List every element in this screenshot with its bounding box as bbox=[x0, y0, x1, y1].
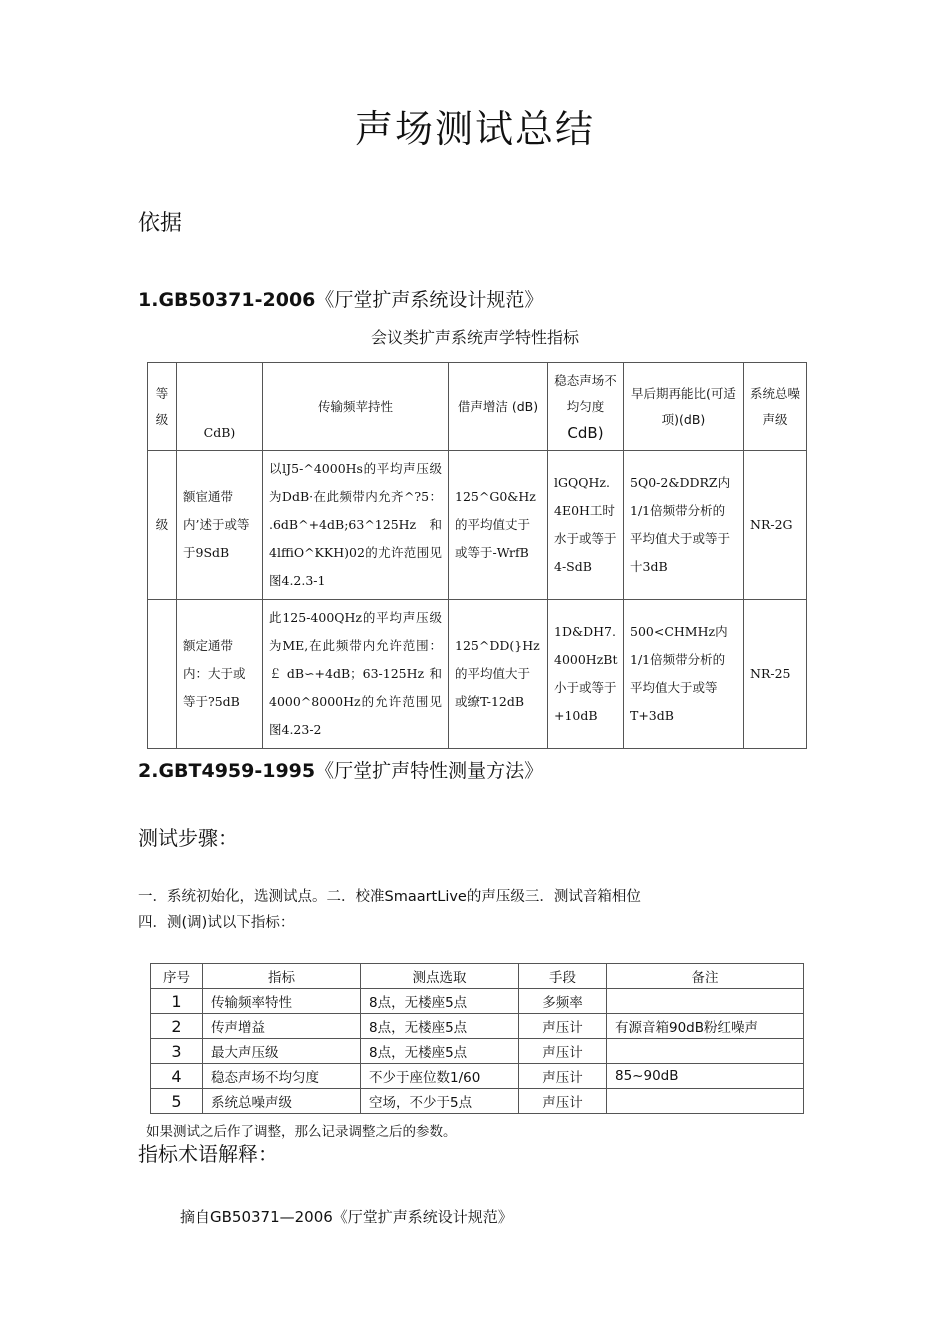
standard-2-code: 2.GBT4959-1995 bbox=[138, 760, 316, 782]
row2-grade bbox=[148, 600, 177, 749]
index-cell: 1 bbox=[151, 989, 203, 1014]
table-row bbox=[151, 1064, 804, 1089]
header-gain: 借声增洁 (dB) bbox=[449, 363, 548, 451]
remarks-cell: 有源音箱90dB粉红噪声 bbox=[607, 1014, 804, 1039]
basis-heading: 依据 bbox=[138, 211, 183, 236]
header-grade: 等级 bbox=[148, 363, 177, 451]
row2-ratio: 500<CHMHz内1/1倍频带分析的平均值大于或等T+3dB bbox=[624, 600, 744, 749]
points-cell: 不少于座位数1/60 bbox=[361, 1064, 519, 1089]
metric-cell: 最大声压级 bbox=[203, 1039, 361, 1064]
points-cell: 8点，无楼座5点 bbox=[361, 1039, 519, 1064]
excerpt-source: 摘自GB50371—2006《厅堂扩声系统设计规范》 bbox=[180, 1208, 513, 1226]
method-cell: 声压计 bbox=[519, 1064, 607, 1089]
table-1-header-row bbox=[148, 363, 807, 451]
method-cell: 多频率 bbox=[519, 989, 607, 1014]
row2-freq: 此125-400QHz的平均声压级为ME,在此频带内允许范围：￡dB∽+4dB；63-125Hz和4000^8000Hz的允许范围见图4.23-2 bbox=[263, 600, 449, 749]
standard-1-heading bbox=[138, 285, 543, 312]
header-uniformity bbox=[548, 363, 624, 451]
row1-gain: 125^G0&Hz的平均值丈于或等于-WrfB bbox=[449, 451, 548, 600]
header-uniformity-label: 稳态声场不均匀度 bbox=[554, 372, 617, 414]
header-noise: 系统总噪声级 bbox=[744, 363, 807, 451]
index-cell: 5 bbox=[151, 1089, 203, 1114]
page-title: 声场测试总结 bbox=[354, 107, 595, 151]
row1-uniformity: lGQQHz. 4E0H工时水于或等于4-SdB bbox=[548, 451, 624, 600]
table-row bbox=[151, 1014, 804, 1039]
index-cell: 4 bbox=[151, 1064, 203, 1089]
adjustment-note: 如果测试之后作了调整，那么记录调整之后的参数。 bbox=[146, 1124, 457, 1140]
table-row bbox=[151, 1039, 804, 1064]
table-row bbox=[148, 600, 807, 749]
steps-line-2: 四．测(调)试以下指标： bbox=[138, 915, 295, 931]
row2-uniformity: 1D&DH7. 4000HzBt小于或等于+10dB bbox=[548, 600, 624, 749]
header-method: 手段 bbox=[519, 964, 607, 989]
terms-heading: 指标术语解释： bbox=[138, 1142, 278, 1166]
row1-grade: 级 bbox=[148, 451, 177, 600]
row1-ratio: 5Q0-2&DDRZ内1/1倍频带分析的平均值犬于或等于十3dB bbox=[624, 451, 744, 600]
method-cell: 声压计 bbox=[519, 1039, 607, 1064]
metric-cell: 传输频率特性 bbox=[203, 989, 361, 1014]
remarks-cell bbox=[607, 1039, 804, 1064]
header-index: 序号 bbox=[151, 964, 203, 989]
row1-noise: NR-2G bbox=[744, 451, 807, 600]
table-row bbox=[151, 1089, 804, 1114]
metric-cell: 传声增益 bbox=[203, 1014, 361, 1039]
standard-2-name: 《厅堂扩声特性测量方法》 bbox=[315, 760, 544, 782]
table-row bbox=[151, 989, 804, 1014]
standard-1-code: 1.GB50371-2006 bbox=[138, 289, 316, 311]
table-2-header-row bbox=[151, 964, 804, 989]
header-max-spl-unit: CdB) bbox=[177, 363, 263, 451]
header-freq: 传输频苹持性 bbox=[263, 363, 449, 451]
remarks-cell bbox=[607, 1089, 804, 1114]
table-row bbox=[148, 451, 807, 600]
row1-max-spl: 额宦通带内’述于或等于9SdB bbox=[177, 451, 263, 600]
metric-cell: 系统总噪声级 bbox=[203, 1089, 361, 1114]
header-uniformity-unit: CdB) bbox=[567, 423, 604, 442]
steps-line-1: 一．系统初始化，选测试点。二．校准SmaartLive的声压级三．测试音箱相位 bbox=[138, 889, 641, 905]
table-1-caption: 会议类扩声系统声学特性指标 bbox=[370, 328, 579, 347]
points-cell: 8点，无楼座5点 bbox=[361, 989, 519, 1014]
acoustic-spec-table bbox=[147, 362, 807, 749]
test-items-table bbox=[150, 963, 804, 1114]
method-cell: 声压计 bbox=[519, 1014, 607, 1039]
row2-gain: 125^DD(}Hz的平均值大于或缭T-12dB bbox=[449, 600, 548, 749]
header-metric: 指标 bbox=[203, 964, 361, 989]
steps-heading: 测试步骤： bbox=[138, 826, 238, 850]
points-cell: 空场，不少于5点 bbox=[361, 1089, 519, 1114]
index-cell: 3 bbox=[151, 1039, 203, 1064]
method-cell: 声压计 bbox=[519, 1089, 607, 1114]
remarks-cell bbox=[607, 989, 804, 1014]
standard-2-heading bbox=[138, 756, 543, 783]
index-cell: 2 bbox=[151, 1014, 203, 1039]
row1-freq: 以lJ5-^4000Hs的平均声压级为DdB·在此频带内允齐^?5： .6dB^+4dB;63^125Hz和4lffiO^KKH)02的尤许范围见图4.2.3-1 bbox=[263, 451, 449, 600]
header-remarks: 备注 bbox=[607, 964, 804, 989]
header-ratio: 早后期再能比(可适项)(dB) bbox=[624, 363, 744, 451]
remarks-cell: 85~90dB bbox=[607, 1064, 804, 1089]
metric-cell: 稳态声场不均匀度 bbox=[203, 1064, 361, 1089]
header-points: 测点选取 bbox=[361, 964, 519, 989]
standard-1-name: 《厅堂扩声系统设计规范》 bbox=[315, 289, 544, 311]
points-cell: 8点，无楼座5点 bbox=[361, 1014, 519, 1039]
row2-noise: NR-25 bbox=[744, 600, 807, 749]
row2-max-spl: 额定通带内：大于或等于?5dB bbox=[177, 600, 263, 749]
